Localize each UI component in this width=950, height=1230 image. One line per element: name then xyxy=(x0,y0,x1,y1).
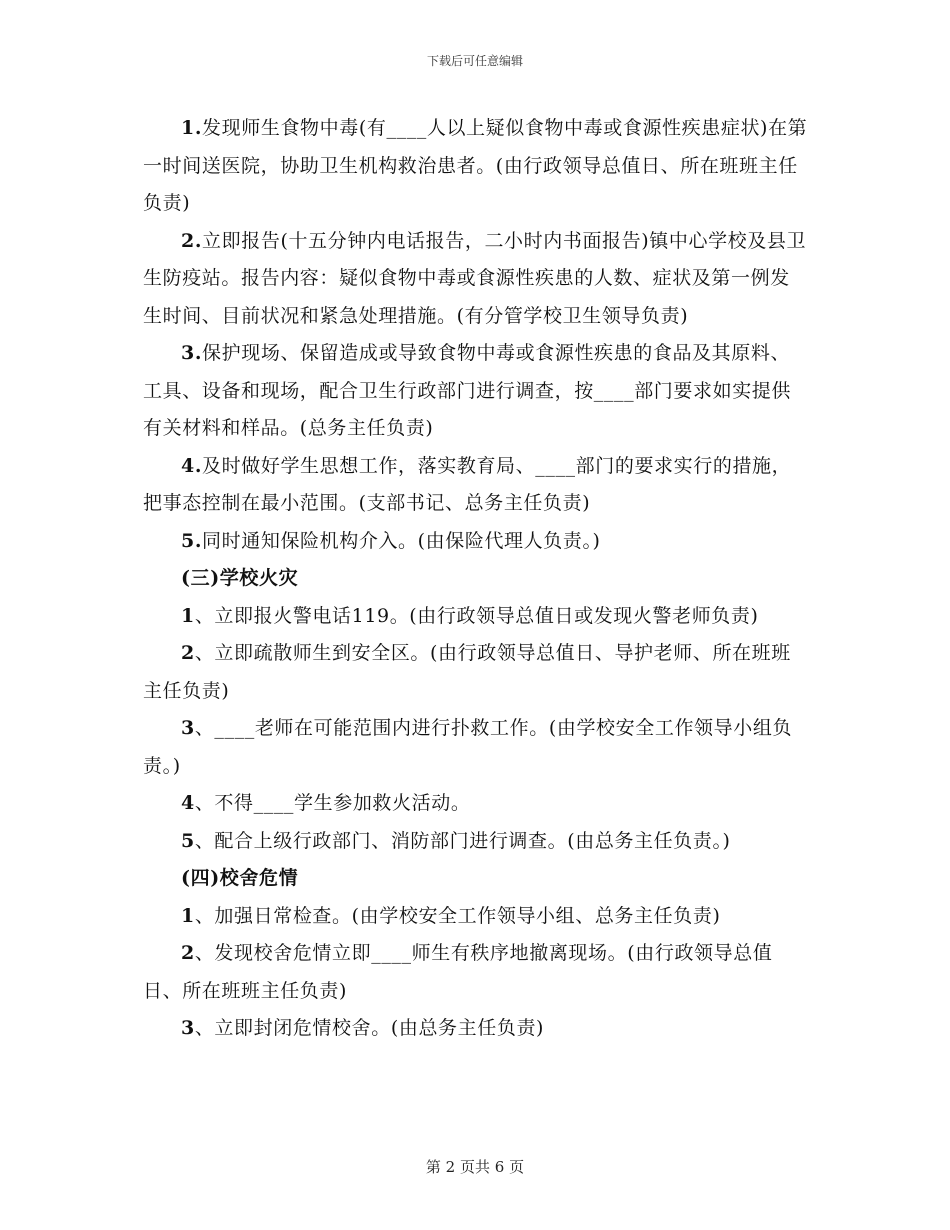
paragraph xyxy=(143,448,808,523)
paragraph-text: 立即报告(十五分钟内电话报告，二小时内书面报告)镇中心学校及县卫生防疫站。报告内容：疑似食物中毒或食源性疾患的人数、症状及第一例发生时间、目前状况和紧急处理措施。(有分管学校卫生领导负责) xyxy=(143,229,807,327)
paragraph-text: 、立即封闭危情校舍。(由总务主任负责) xyxy=(194,1017,545,1039)
section-heading: (三)学校火灾 xyxy=(181,567,299,589)
paragraph-text: 、不得____学生参加救火活动。 xyxy=(194,792,471,814)
paragraph-text: 、____老师在可能范围内进行扑救工作。(由学校安全工作领导小组负责。) xyxy=(143,717,793,777)
paragraph xyxy=(143,935,808,1010)
paragraph xyxy=(143,335,808,448)
item-number: 3 xyxy=(181,1017,195,1039)
item-number: 2 xyxy=(181,942,195,964)
paragraph-text: 同时通知保险机构介入。(由保险代理人负责。) xyxy=(202,529,601,552)
paragraph xyxy=(143,523,808,561)
paragraph-text: 、发现校舍危情立即____师生有秩序地撤离现场。(由行政领导总值日、所在班班主任负责) xyxy=(143,942,773,1002)
paragraph-text: 及时做好学生思想工作，落实教育局、____部门的要求实行的措施，把事态控制在最小范围。(支部书记、总务主任负责) xyxy=(143,454,792,514)
paragraph-text: 、立即报火警电话119。(由行政领导总值日或发现火警老师负责) xyxy=(194,604,759,627)
item-number: 3 xyxy=(181,717,195,739)
item-number: 1 xyxy=(181,904,195,927)
page-footer: 第 2 页共 6 页 xyxy=(425,1158,525,1176)
paragraph xyxy=(143,223,808,336)
paragraph-text: 、立即疏散师生到安全区。(由行政领导总值日、导护老师、所在班班主任负责) xyxy=(143,642,791,702)
item-number: 4 xyxy=(181,792,195,814)
paragraph xyxy=(143,598,808,636)
paragraph xyxy=(143,635,808,710)
document-body xyxy=(143,110,808,1048)
paragraph-text: 发现师生食物中毒(有____人以上疑似食物中毒或食源性疾患症状)在第一时间送医院，协助卫生机构救治患者。(由行政领导总值日、所在班班主任负责) xyxy=(143,117,808,214)
paragraph-text: 、加强日常检查。(由学校安全工作领导小组、总务主任负责) xyxy=(194,904,721,927)
paragraph xyxy=(143,898,808,936)
paragraph xyxy=(143,823,808,861)
item-number: 2 xyxy=(181,642,195,664)
paragraph xyxy=(143,1010,808,1048)
paragraph xyxy=(143,110,808,223)
paragraph-text: 、配合上级行政部门、消防部门进行调查。(由总务主任负责。) xyxy=(194,829,731,852)
item-number: 1. xyxy=(181,117,203,139)
item-number: 5. xyxy=(181,529,203,552)
item-number: 2. xyxy=(181,229,203,252)
page-header: 下载后可任意编辑 xyxy=(426,54,523,68)
item-number: 3. xyxy=(181,342,203,364)
item-number: 1 xyxy=(181,604,195,627)
item-number: 4. xyxy=(181,454,203,477)
paragraph-text: 保护现场、保留造成或导致食物中毒或食源性疾患的食品及其原料、工具、设备和现场，配合卫生行政部门进行调查，按____部门要求如实提供有关材料和样品。(总务主任负责) xyxy=(143,342,792,439)
paragraph xyxy=(143,710,808,785)
paragraph xyxy=(143,785,808,823)
item-number: 5 xyxy=(181,829,195,852)
section-heading: (四)校舍危情 xyxy=(181,867,299,889)
